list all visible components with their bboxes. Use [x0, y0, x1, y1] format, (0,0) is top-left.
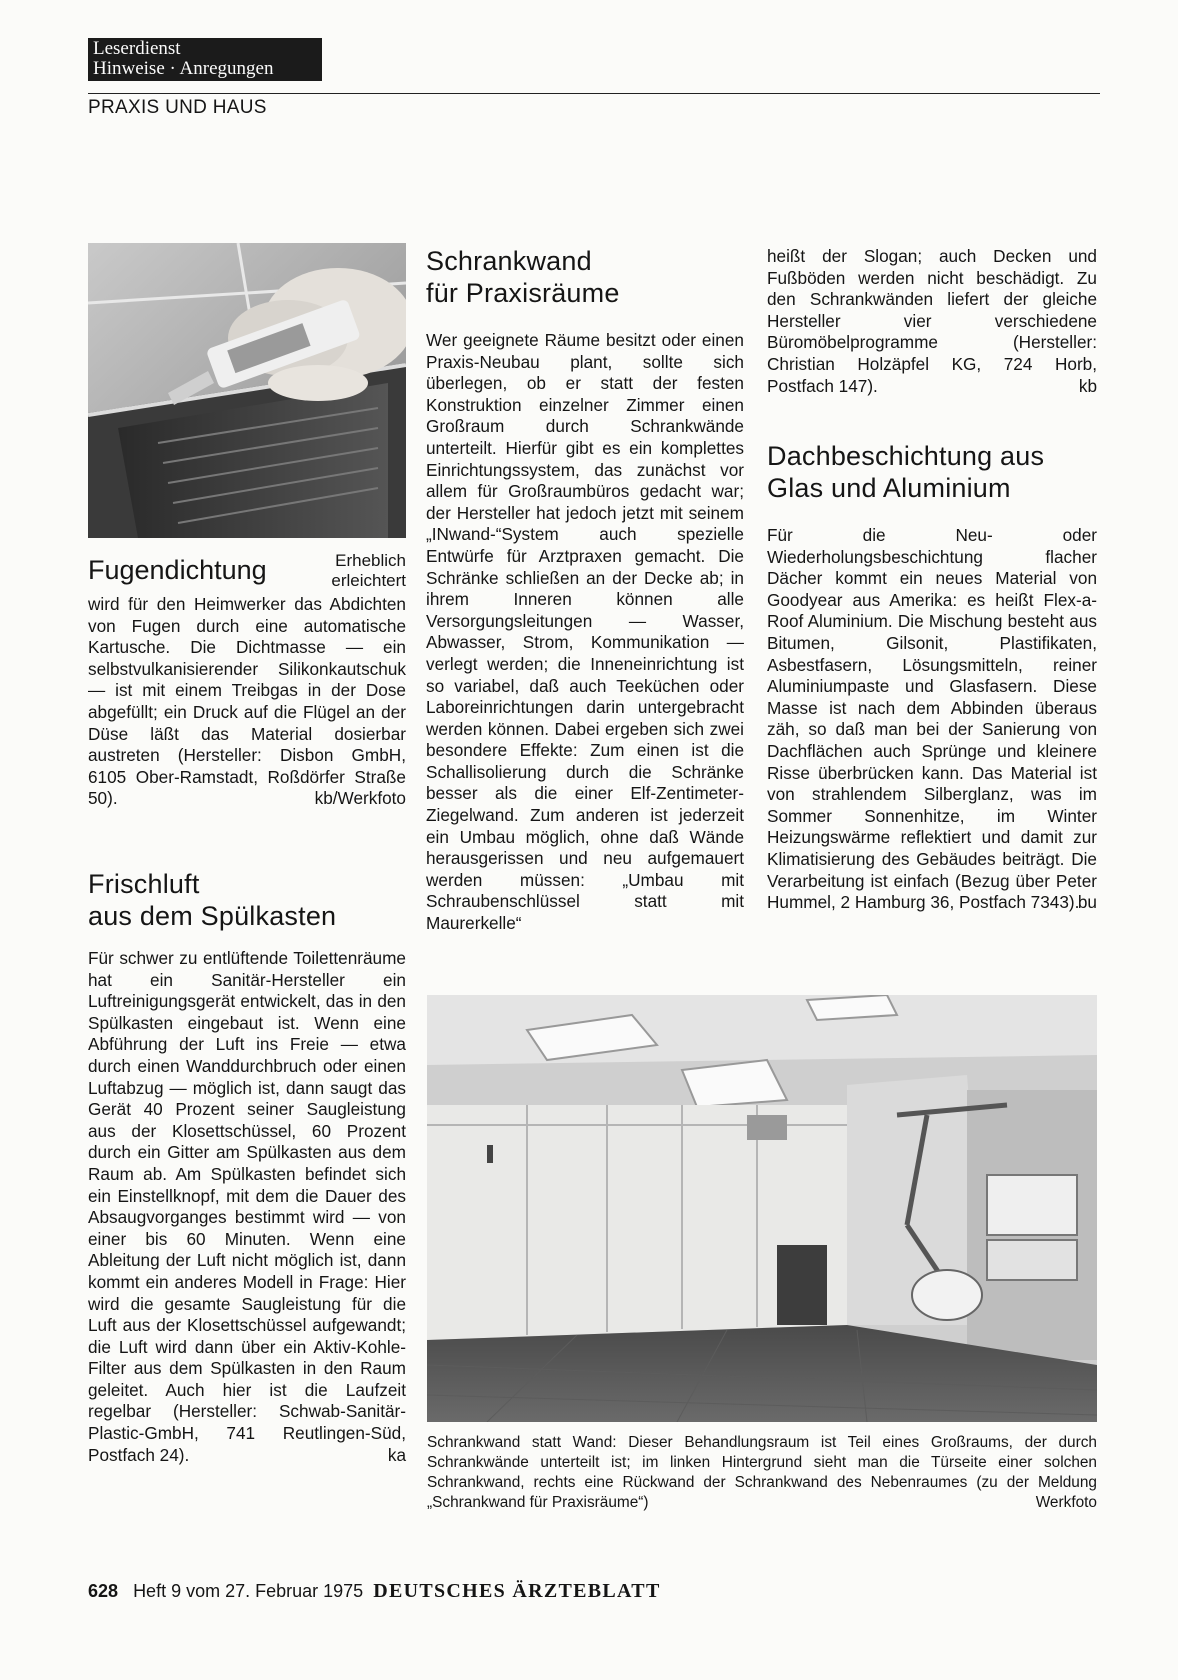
- treatment-room-illustration: [427, 995, 1097, 1422]
- frischluft-body: Für schwer zu entlüftende Toilettenräume hat ein Sanitär-Hersteller ein Luftreinigungsgerät entwickelt, das in den Spülkasten eingebaut ist. Wenn eine Abführung der Luft ins Freie — etwa durch einen Wanddurchbruch oder einen Luftabzug — möglich ist, dann saugt das Gerät 40 Prozent seiner Saugleistung aus der Klosettschüssel, 60 Prozent durch ein Gitter am Spülkasten aus dem Raum ab. Am Spülkasten befindet sich ein Einstellknopf, mit dem die Dauer des Absaugvorganges bestimmt wird — von einer bis 60 Minuten. Wenn eine Ableitung der Luft nicht möglich ist, dann kommt ein anderes Modell in Frage: Hier wird die gesamte Saugleistung für die Luft aus der Klosettschüssel aufgewandt; die Luft wird dann über ein Aktiv-Kohle-Filter aus dem Spülkasten in den Raum geleitet. Auch hier ist die Laufzeit regelbar (Hersteller: Schwab-Sanitär-Plastic-GmbH, 741 Reutlingen-Süd, Postfach 24).: [88, 948, 406, 1465]
- fugendichtung-byline: kb/Werkfoto: [314, 788, 406, 809]
- dach-body: Für die Neu- oder Wiederholungsbeschichtung flacher Dächer kommt ein neues Material von Goodyear aus Amerika: es heißt Flex-a-Roof Aluminium. Die Mischung besteht aus Bitumen, Gilsonit, Plastifikaten, Asbestfasern, Lösungsmitteln, reiner Aluminiumpaste und Glasfasern. Diese Masse ist nach dem Abbinden überaus zäh, so daß man bei der Sanierung von Dachflächen auch Sprünge und kleinere Risse überbrücken kann. Das Material ist von strahlendem Silberglanz, was im Sommer Sonnenhitze, im Winter Heizungswärme reflektiert und damit zur Klimatisierung des Gebäudes beiträgt. Die Verarbeitung ist einfach (Bezug über Peter Hummel, 2 Hamburg 36, Postfach 7343).: [767, 525, 1097, 913]
- issue-info: Heft 9 vom 27. Februar 1975: [133, 1581, 364, 1601]
- fugendichtung-title: Fugendichtung: [88, 555, 267, 585]
- dach-heading: [767, 440, 1097, 504]
- label-line-1: Leserdienst: [93, 38, 181, 59]
- dach-title-1: Dachbeschichtung aus: [767, 441, 1045, 471]
- fugendichtung-article: [88, 594, 406, 810]
- schrankwand-article: [426, 330, 744, 935]
- dach-byline: bu: [1077, 892, 1097, 913]
- magazine-name: DEUTSCHES ÄRZTEBLATT: [373, 1580, 661, 1602]
- frischluft-heading: [88, 868, 406, 932]
- fugendichtung-lead-1: Erheblich: [335, 551, 406, 570]
- fugendichtung-heading: [88, 553, 406, 593]
- fugendichtung-lead-2: erleichtert: [331, 571, 406, 590]
- section-title: PRAXIS UND HAUS: [88, 97, 267, 118]
- label-line-2: Hinweise · Anregungen: [93, 58, 274, 79]
- frischluft-title-1: Frischluft: [88, 869, 200, 899]
- schrankwand-title-1: Schrankwand: [426, 246, 592, 276]
- sealant-cartridge-photo: [88, 243, 406, 538]
- schrankwand-title-2: für Praxisräume: [426, 278, 620, 308]
- schrankwand-continuation-block: [767, 246, 1097, 397]
- header-rule: [88, 93, 1100, 94]
- frischluft-byline: ka: [387, 1444, 406, 1465]
- page-footer: [88, 1580, 661, 1603]
- schrankwand-continuation: heißt der Slogan; auch Decken und Fußböden werden nicht beschädigt. Zu den Schrankwänden liefert der gleiche Hersteller vier verschiedene Büromöbelprogramme (Hersteller: Christian Holzäpfel KG, 724 Horb, Postfach 147).: [767, 246, 1097, 396]
- schrankwand-byline: kb: [1078, 375, 1097, 396]
- section-label-box: [88, 38, 322, 81]
- frischluft-title-2: aus dem Spülkasten: [88, 901, 337, 931]
- schrankwand-body: Wer geeignete Räume besitzt oder einen Praxis-Neubau plant, sollte sich überlegen, ob er statt der festen Konstruktion einzelner Zimmer einen Großraum durch Schrankwände unterteilt. Hierfür gibt es ein komplettes Einrichtungssystem, das zunächst vor allem für Großraumbüros gedacht war; der Hersteller hat jedoch jetzt mit seinem „INwand-“System auch spezielle Entwürfe für Arztpraxen gemacht. Die Schränke schließen an der Decke ab; in ihrem Inneren können alle Versorgungsleitungen — Wasser, Abwasser, Strom, Kommunikation — verlegt werden; die Inneneinrichtung ist so variabel, daß auch Teeküchen oder Laboreinrichtungen darin untergebracht werden können. Dabei ergeben sich zwei besondere Effekte: Zum einen ist die Schallisolierung durch die Schränke besser als die einer Elf-Zentimeter-Ziegelwand. Zum anderen ist jederzeit ein Umbau möglich, ohne daß Wände herausgerissen und neu aufgemauert werden müssen: „Umbau mit Schraubenschlüssel statt mit Maurerkelle“: [426, 330, 744, 934]
- dach-title-2: Glas und Aluminium: [767, 473, 1011, 503]
- caption-text: Schrankwand statt Wand: Dieser Behandlungsraum ist Teil eines Großraums, der durch Schrankwände unterteilt ist; im linken Hintergrund sieht man die Türseite einer solchen Schrankwand, rechts eine Rückwand der Schrankwand des Nebenraumes (zu der Meldung „Schrankwand für Praxisräume“): [427, 1434, 1097, 1511]
- frischluft-article: [88, 948, 406, 1466]
- caption-credit: Werkfoto: [1035, 1494, 1097, 1511]
- dach-article: [767, 525, 1097, 914]
- treatment-room-photo: [427, 995, 1097, 1422]
- page-number: 628: [88, 1581, 119, 1601]
- schrankwand-heading: [426, 245, 744, 309]
- sealant-photo-illustration: [88, 243, 406, 538]
- photo-caption: [427, 1433, 1097, 1513]
- fugendichtung-body: wird für den Heimwerker das Abdichten von Fugen durch eine automatische Kartusche. Die Dichtmasse — ein selbstvulkanisierender Silikonkautschuk — ist mit einem Treibgas in der Dose abgefüllt; ein Druck auf die Flügel an der Düse läßt das Material dosierbar austreten (Hersteller: Disbon GmbH, 6105 Ober-Ramstadt, Roßdörfer Straße 50).: [88, 594, 406, 809]
